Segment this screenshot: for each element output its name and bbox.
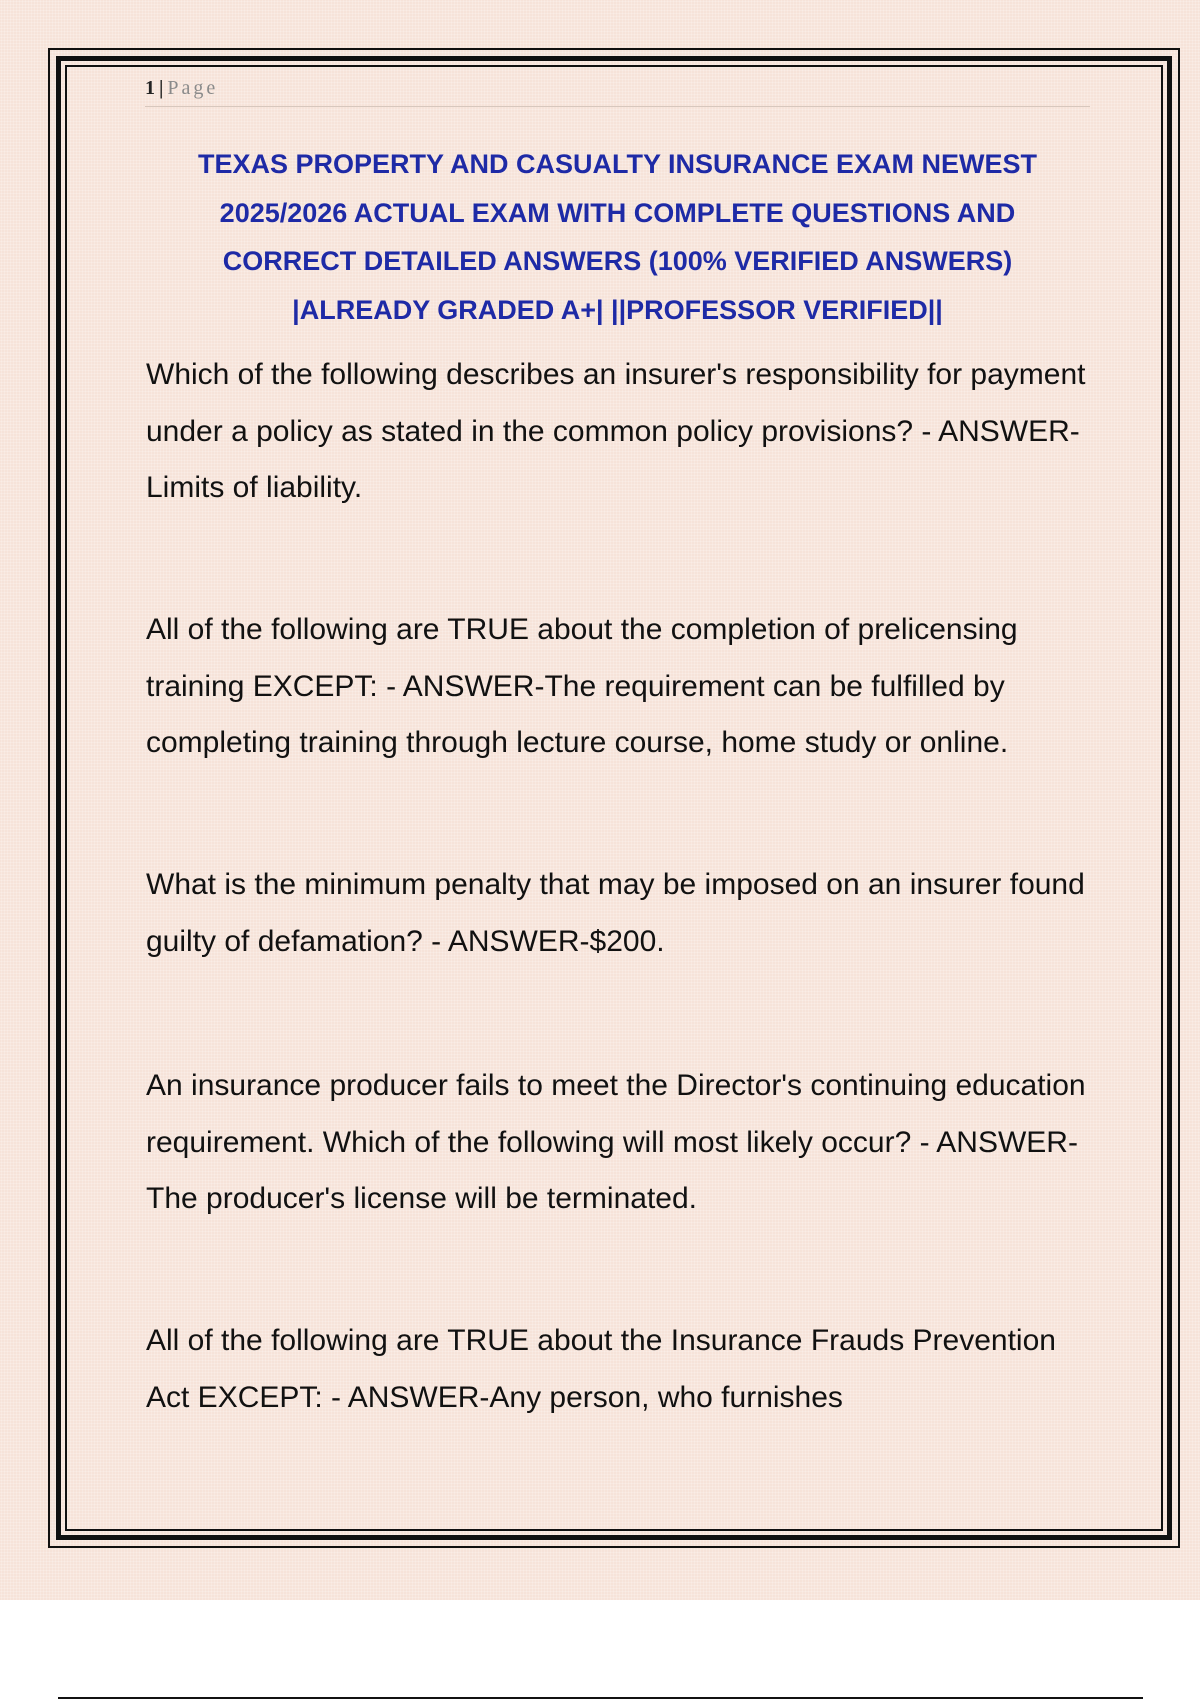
qa-item: All of the following are TRUE about the completion of prelicensing training EXCEPT: - ANSWER-The requirement can be fulfilled by completing training through lecture course, home study or online.: [146, 613, 1018, 759]
page-number: 1: [145, 77, 155, 99]
page-header: [145, 74, 1090, 107]
page-word: Page: [167, 77, 219, 99]
document-title: TEXAS PROPERTY AND CASUALTY INSURANCE EXAM NEWEST 2025/2026 ACTUAL EXAM WITH COMPLETE QUESTIONS AND CORRECT DETAILED ANSWERS (100% VERIFIED ANSWERS) |ALREADY GRADED A+| ||PROFESSOR VERIFIED||: [197, 149, 1038, 325]
qa-item: All of the following are TRUE about the Insurance Frauds Prevention Act EXCEPT: - ANSWER-Any person, who furnishes: [146, 1324, 1056, 1414]
qa-item: What is the minimum penalty that may be imposed on an insurer found guilty of defamation? - ANSWER-$200.: [146, 868, 1085, 958]
qa-item: Which of the following describes an insurer's responsibility for payment under a policy as stated in the common policy provisions? - ANSWER-Limits of liability.: [146, 358, 1086, 504]
bottom-divider: [58, 1697, 1143, 1699]
qa-item: An insurance producer fails to meet the Director's continuing education requirement. Which of the following will most likely occur? - ANSWER-The producer's license will be terminated.: [146, 1069, 1086, 1215]
page-separator: |: [159, 77, 164, 99]
